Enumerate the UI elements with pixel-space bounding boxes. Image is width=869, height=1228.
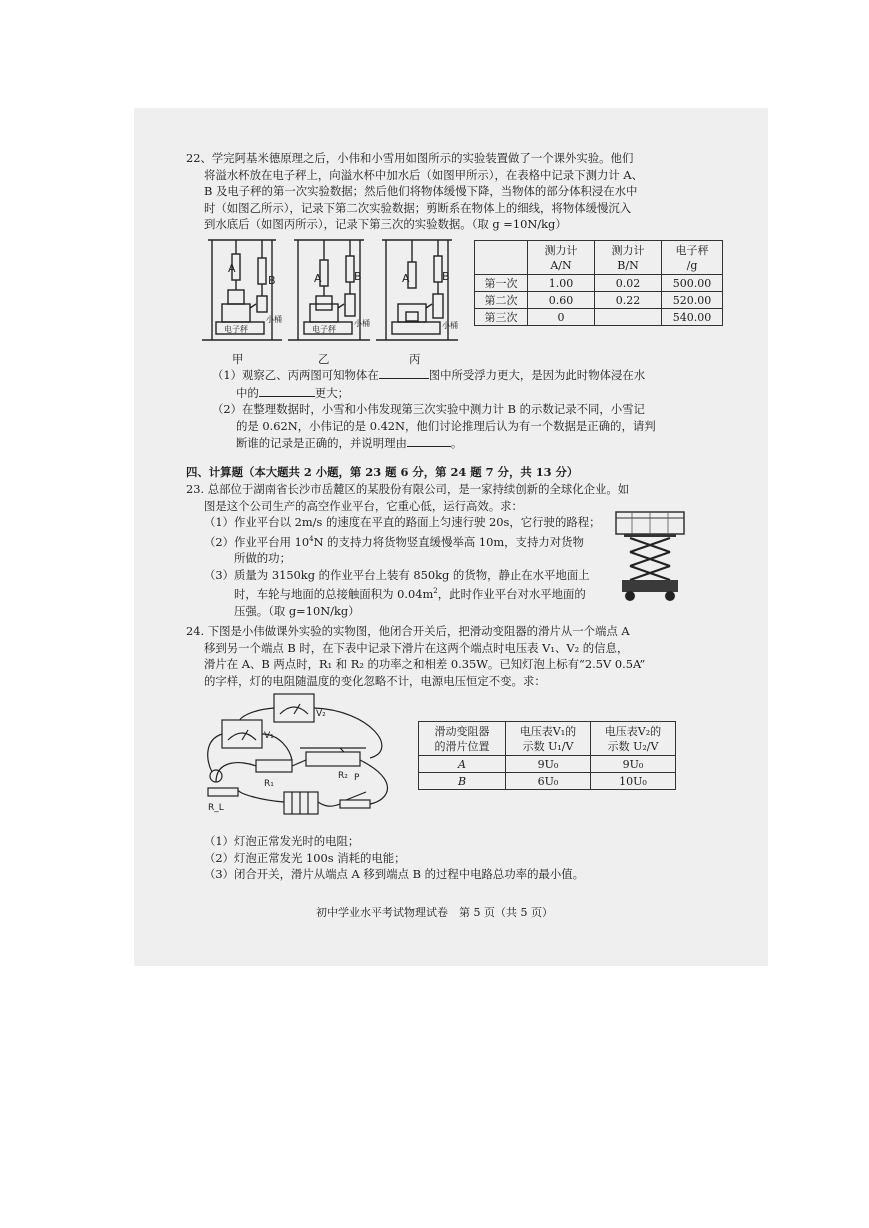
q23-sub3: （3）质量为 3150kg 的作业平台上装有 850kg 的货物，静止在水平地面上 <box>204 567 590 582</box>
table-header: 电子秤 /g <box>662 241 723 275</box>
label-b: B <box>268 274 276 287</box>
q23-sub2: （2）作业平台用 $10^4N$ 的支持力将货物竖直缓慢举高 10m，支持力对货物 <box>204 534 584 549</box>
q24-stem <box>186 623 645 689</box>
q24-line: 24. 下图是小伟做课外实验的实物图，他闭合开关后，把滑动变阻器的滑片从一个端点 A <box>186 624 630 638</box>
table-row: A 9U₀ 9U₀ <box>419 756 676 773</box>
q22-line: 时（如图乙所示），记录下第二次实验数据；剪断系在物体上的细线，将物体缓慢沉入 <box>204 200 632 215</box>
page-footer: 初中学业水平考试物理试卷 第 5 页（共 5 页） <box>316 906 553 919</box>
table-row: 第二次 0.60 0.22 520.00 <box>475 292 723 309</box>
table-row: 第三次 0 540.00 <box>475 309 723 326</box>
table-row: 第一次 1.00 0.02 500.00 <box>475 275 723 292</box>
q22-sub-questions <box>212 366 656 452</box>
answer-blank[interactable] <box>407 434 451 447</box>
table-header: 测力计 A/N <box>528 241 595 275</box>
label-v2: V₂ <box>316 709 326 719</box>
q24-sub-questions <box>204 833 584 883</box>
q24-sub: （3）闭合开关，滑片从端点 A 移到端点 B 的过程中电路总功率的最小值。 <box>204 867 585 882</box>
q22-line: 到水底后（如图丙所示），记录下第三次的实验数据。（取 g =10N/kg） <box>204 217 567 232</box>
label-rl: R_L <box>208 803 224 813</box>
table-corner <box>475 241 528 275</box>
q23-line: 23. 总部位于湖南省长沙市岳麓区的某股份有限公司，是一家持续创新的全球化企业。如 <box>186 482 630 496</box>
label-r2: R₂ <box>338 771 348 781</box>
q24-line: 移到另一个端点 B 时，在下表中记录下滑片在这两个端点时电压表 V₁、V₂ 的信息， <box>204 640 629 655</box>
label-a: A <box>228 262 236 275</box>
q23-sub3-cont: 时，车轮与地面的总接触面积为 $0.04m^2$，此时作业平台对水平地面的 <box>234 587 586 602</box>
label-r1: R₁ <box>264 779 274 789</box>
table-header: 电压表V₁的 示数 U₁/V <box>506 722 591 756</box>
caption-yi: 乙 <box>318 352 330 366</box>
scale-label: 电子秤 <box>312 325 336 334</box>
q23-sub3-cont: 压强。（取 g=10N/kg） <box>234 603 360 618</box>
table-header: 滑动变阻器 的滑片位置 <box>419 722 506 756</box>
q24-line: 滑片在 A、B 两点时，R₁ 和 R₂ 的功率之和相差 0.35W。已知灯泡上标有“2.5V 0.5A” <box>204 657 646 672</box>
q22-sub2-last: 断谁的记录是正确的，并说明理由 。 <box>236 436 463 451</box>
bucket-label: 小桶 <box>266 315 282 324</box>
q24-sub: （1）灯泡正常发光时的电阻； <box>204 834 360 848</box>
bucket-label: 小桶 <box>442 321 458 330</box>
q24-sub: （2）灯泡正常发光 100s 消耗的电能； <box>204 850 406 865</box>
label-p: P <box>354 773 360 783</box>
q23-sub2-cont: 所做的功； <box>234 551 291 566</box>
q22-data-table <box>474 240 723 326</box>
label-a: A <box>402 272 410 285</box>
answer-blank[interactable] <box>259 384 315 397</box>
bucket-label: 小桶 <box>354 319 370 328</box>
q22-sub2-line: 的是 0.62N，小伟记的是 0.42N，他们讨论推理后认为有一个数据是正确的，请判 <box>236 418 656 433</box>
table-header: 电压表V₂的 示数 U₂/V <box>591 722 676 756</box>
answer-blank[interactable] <box>379 366 429 379</box>
circuit-photo-diagram <box>200 690 412 822</box>
q22-sub1-cont: 中的 更大； <box>236 385 349 400</box>
table-row: B 6U₀ 10U₀ <box>419 773 676 790</box>
q22-sub2-line: （2）在整理数据时，小雪和小伟发现第三次实验中测力计 B 的示数记录不同，小雪记 <box>212 402 645 417</box>
label-b: B <box>354 270 362 283</box>
section-heading: 四、计算题（本大题共 2 小题，第 23 题 6 分，第 24 题 7 分，共 13 分） <box>186 465 579 479</box>
label-b: B <box>442 270 450 283</box>
q23-block <box>186 481 629 619</box>
q24-line: 的字样，灯的电阻随温度的变化忽略不计，电源电压恒定不变。求： <box>204 673 546 688</box>
q22-line: 将溢水杯放在电子秤上，向溢水杯中加水后（如图甲所示），在表格中记录下测力计 A、 <box>204 167 643 182</box>
q24-data-table <box>418 721 676 790</box>
q23-line: 图是这个公司生产的高空作业平台，它重心低，运行高效。求： <box>204 498 523 513</box>
q23-sub1: （1）作业平台以 2m/s 的速度在平直的路面上匀速行驶 20s，它行驶的路程； <box>204 515 601 530</box>
label-v1: V₁ <box>264 731 274 741</box>
label-a: A <box>314 272 322 285</box>
lift-platform-image <box>612 510 688 604</box>
scale-label: 电子秤 <box>224 325 248 334</box>
q22-line: B 及电子秤的第一次实验数据；然后他们将物体缓慢下降，当物体的部分体积浸在水中 <box>204 184 638 199</box>
q22-apparatus-figure <box>200 232 462 370</box>
q22-line: 22、学完阿基米德原理之后，小伟和小雪用如图所示的实验装置做了一个课外实验。他们 <box>186 151 634 165</box>
table-header: 测力计 B/N <box>595 241 662 275</box>
q22-sub1: （1）观察乙、丙两图可知物体在 图中所受浮力更大，是因为此时物体浸在水 <box>212 368 646 382</box>
q22-stem <box>186 150 643 233</box>
caption-jia: 甲 <box>232 352 244 366</box>
caption-bing: 丙 <box>409 352 421 366</box>
